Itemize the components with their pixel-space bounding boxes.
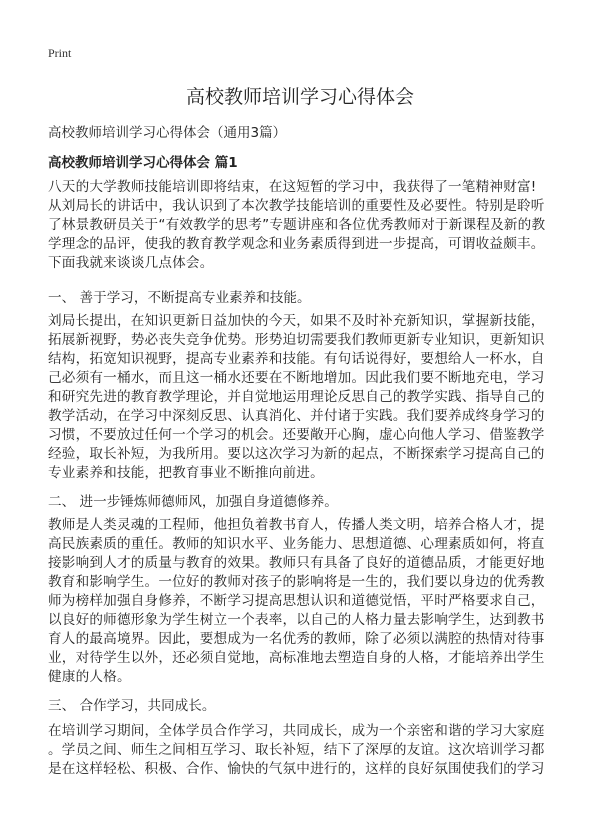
- print-link[interactable]: Print: [48, 46, 72, 60]
- text-line: 学理念的品评，使我的教育教学观念和业务素质得到进一步提高，可谓收益颇丰。: [48, 236, 545, 252]
- text-line: 以良好的师德形象为学生树立一个表率，以自己的人格力量去影响学生，达到教书: [48, 612, 545, 628]
- text-line: 教学活动，在学习中深刻反思、认真消化、并付诸于实践。我们要养成终身学习的: [48, 408, 545, 424]
- subtitle: 高校教师培训学习心得体会（通用3篇）: [48, 125, 287, 141]
- text-line: 习惯，不要放过任何一个学习的机会。还要敞开心胸，虚心向他人学习、借鉴教学: [48, 427, 545, 443]
- article-heading: 高校教师培训学习心得体会 篇1: [48, 155, 238, 171]
- text-line: 刘局长提出，在知识更新日益加快的今天，如果不及时补充新知识，掌握新技能，: [48, 313, 545, 329]
- text-line: 八天的大学教师技能培训即将结束，在这短暂的学习中，我获得了一笔精神财富!: [48, 179, 537, 195]
- text-line: 和研究先进的教育教学理论，并自觉地运用理论反思自己的教学实践、指导自己的: [48, 389, 545, 405]
- text-line: 教师是人类灵魂的工程师，他担负着教书育人，传播人类文明，培养合格人才，提: [48, 517, 545, 533]
- text-line: 下面我就来谈谈几点体会。: [48, 255, 214, 271]
- paragraph-4: [48, 722, 560, 779]
- text-line: 专业素养和技能，把教育事业不断推向前进。: [48, 465, 324, 481]
- text-line: 从刘局长的讲话中，我认识到了本次教学技能培训的重要性及必要性。特别是聆听: [48, 198, 545, 214]
- paragraph-3: [48, 516, 560, 687]
- text-line: 拓展新视野，势必丧失竞争优势。形势迫切需要我们教师更新专业知识，更新知识: [48, 332, 545, 348]
- text-line: 结构，拓宽知识视野，提高专业素养和技能。有句话说得好，要想给人一杯水，自: [48, 351, 545, 367]
- text-line: 业，对待学生以外，还必须自觉地，高标准地去塑造自身的人格，才能培养出学生: [48, 650, 545, 666]
- text-line: 高民族素质的重任。教师的知识水平、业务能力、思想道德、心理素质如何，将直: [48, 536, 545, 552]
- text-line: 接影响到人才的质量与教育的效果。教师只有具备了良好的道德品质，才能更好地: [48, 555, 545, 571]
- text-line: 师为榜样加强自身修养，不断学习提高思想认识和道德觉悟，平时严格要求自己，: [48, 593, 545, 609]
- section-heading-2: 二、 进一步锤炼师德师风，加强自身道德修养。: [48, 494, 338, 510]
- text-line: 教育和影响学生。一位好的教师对孩子的影响将是一生的，我们要以身边的优秀教: [48, 574, 545, 590]
- text-line: 。学员之间、师生之间相互学习、取长补短，结下了深厚的友谊。这次培训学习都: [48, 742, 545, 758]
- text-line: 育人的最高境界。因此，要想成为一名优秀的教师，除了必须以满腔的热情对待事: [48, 631, 545, 647]
- text-line: 是在这样轻松、积极、合作、愉快的气氛中进行的，这样的良好氛围使我们的学习: [48, 761, 545, 777]
- text-line: 健康的人格。: [48, 669, 131, 685]
- text-line: 经验，取长补短，为我所用。要以这次学习为新的起点，不断探索学习提高自己的: [48, 446, 545, 462]
- section-heading-1: 一、 善于学习，不断提高专业素养和技能。: [48, 290, 311, 306]
- text-line: 了林景教研员关于“有效教学的思考”专题讲座和各位优秀教师对于新课程及新的教: [48, 217, 546, 233]
- section-heading-3: 三、 合作学习，共同成长。: [48, 698, 216, 714]
- text-line: 在培训学习期间，全体学员合作学习，共同成长，成为一个亲密和谐的学习大家庭: [48, 723, 545, 739]
- paragraph-1: [48, 178, 560, 273]
- paragraph-2: [48, 312, 560, 483]
- page-title: 高校教师培训学习心得体会: [185, 86, 414, 108]
- text-line: 己必须有一桶水，而且这一桶水还要在不断地增加。因此我们要不断地充电，学习: [48, 370, 545, 386]
